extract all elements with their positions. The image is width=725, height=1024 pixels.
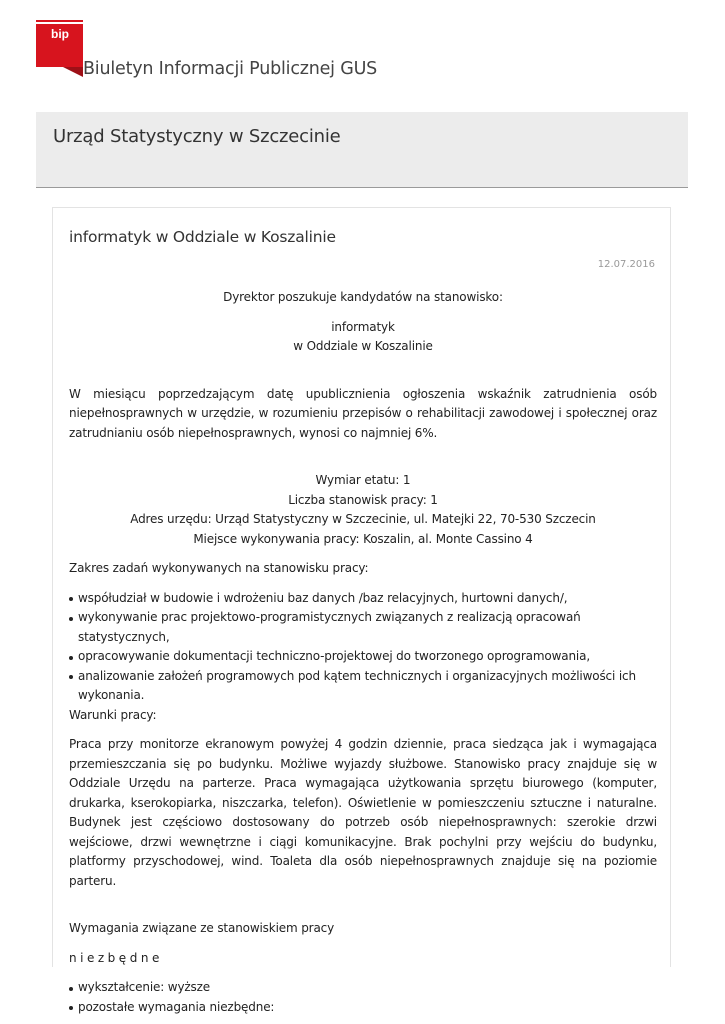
- announcement-title: informatyk w Oddziale w Koszalinie: [69, 228, 336, 246]
- office-header: [36, 112, 688, 188]
- site-title[interactable]: Biuletyn Informacji Publicznej GUS: [83, 59, 378, 79]
- logo-top-stripe: [36, 20, 83, 22]
- announcement-card: [52, 207, 671, 1014]
- bip-logo: [36, 20, 84, 78]
- fact-work-time: Wymiar etatu: 1: [315, 473, 411, 487]
- disability-note: W miesiącu poprzedzającym datę upublicznienia ogłoszenia wskaźnik zatrudnienia osób niepełnosprawnych w urzędzie, w rozumieniu przepisów o rehabilitacji zawodowej i społecznej oraz zatrudnianiu osób niepełnosprawnych, wynosi co najmniej 6%.: [69, 386, 657, 440]
- tasks-heading: Zakres zadań wykonywanych na stanowisku pracy:: [69, 561, 369, 575]
- conditions-heading: Warunki pracy:: [69, 707, 157, 722]
- list-item: analizowanie założeń programowych pod kątem technicznych i organizacyjnych możliwości ich wykonania.: [69, 667, 657, 706]
- list-item: pozostałe wymagania niezbędne:: [69, 998, 657, 1018]
- list-item: wykonywanie prac projektowo-programistycznych związanych z realizacją opracowań statystycznych,: [69, 608, 657, 647]
- requirements-list: [69, 978, 657, 1017]
- department-name: w Oddziale w Koszalinie: [293, 339, 433, 353]
- required-label: n i e z b ę d n e: [69, 950, 160, 965]
- fact-positions-count: Liczba stanowisk pracy: 1: [288, 492, 438, 507]
- logo-shadow: [63, 67, 83, 77]
- fact-work-place: Miejsce wykonywania pracy: Koszalin, al. Monte Cassino 4: [193, 531, 533, 546]
- tasks-list: [69, 589, 657, 706]
- position-name: informatyk: [331, 319, 395, 334]
- intro-text: Dyrektor poszukuje kandydatów na stanowisko:: [223, 290, 503, 304]
- list-item: wykształcenie: wyższe: [69, 978, 657, 998]
- logo-text: bip: [51, 27, 69, 41]
- list-item: opracowywanie dokumentacji techniczno-projektowej do tworzonego oprogramowania,: [69, 647, 657, 667]
- conditions-text: Praca przy monitorze ekranowym powyżej 4 godzin dziennie, praca siedząca jak i wymagająca przemieszczania się po budynku. Możliwe wyjazdy służbowe. Stanowisko pracy znajduje się w Oddziale Urzędu na parterze. Praca wymagająca użytkowania sprzętu biurowego (komputer, drukarka, kserokopiarka, niszczarka, telefon). Oświetlenie w pomieszczeniu sztuczne i naturalne. Budynek jest częściowo dostosowany do potrzeb osób niepełnosprawnych: szerokie drzwi wejściowe, drzwi wewnętrzne i ciągi komunikacyjne. Brak pochylni przy wejściu do budynku, platformy przyschodowej, wind. Toaleta dla osób niepełnosprawnych znajduje się na poziomie parteru.: [69, 737, 657, 888]
- publication-date: 12.07.2016: [597, 259, 655, 270]
- fact-office-address: Adres urzędu: Urząd Statystyczny w Szczecinie, ul. Matejki 22, 70-530 Szczecin: [130, 512, 596, 526]
- announcement-body: [69, 288, 657, 1017]
- office-name[interactable]: Urząd Statystyczny w Szczecinie: [53, 126, 341, 147]
- list-item: współudział w budowie i wdrożeniu baz danych /baz relacyjnych, hurtowni danych/,: [69, 589, 657, 609]
- requirements-heading: Wymagania związane ze stanowiskiem pracy: [69, 921, 335, 935]
